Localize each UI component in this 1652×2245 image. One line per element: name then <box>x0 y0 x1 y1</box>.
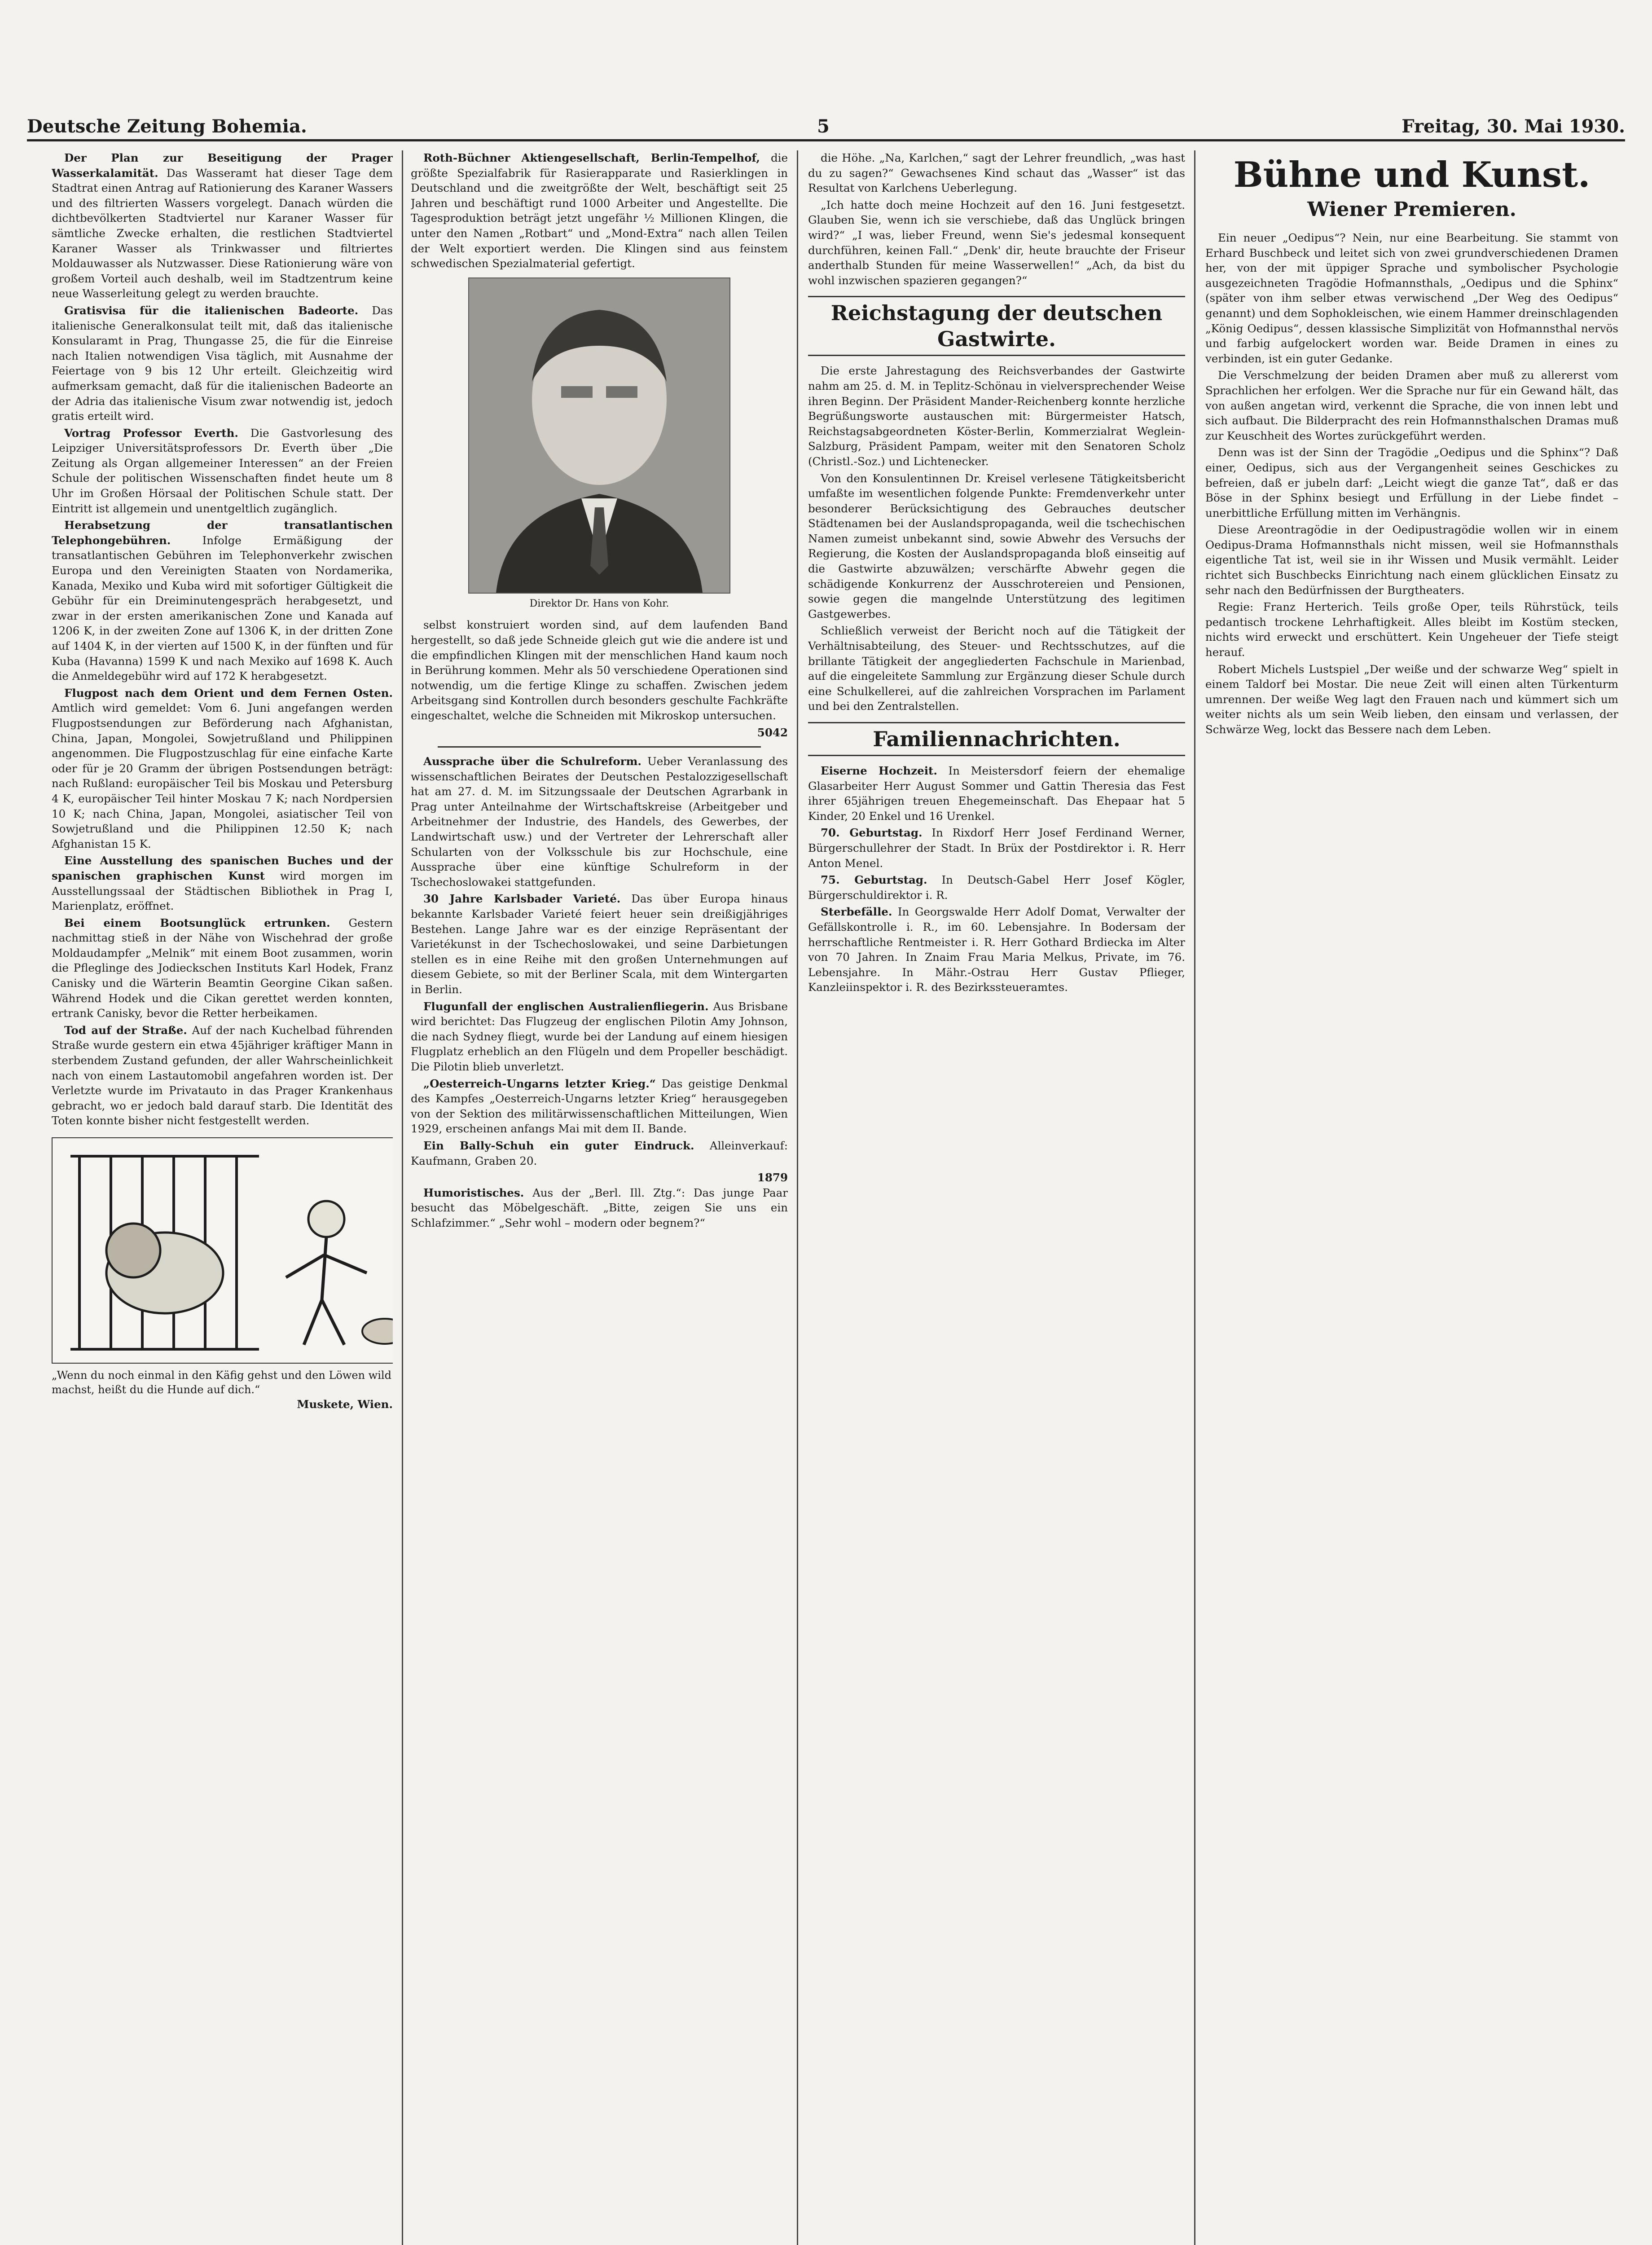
paragraph-keyword: 70. Geburtstag. <box>821 826 923 840</box>
paragraph <box>411 999 788 1074</box>
paragraph-text: Diese Areontragödie in der Oedipustragödie wollen wir in einem Oedipus-Drama Hofmannsthals nicht missen, weil sie Hofmannsthals eigentliche Tat ist, weil sie in ihr Wissen und Musik vermählt. Leider richtet sich Buschbecks Einrichtung nach einem glücklichen Einsatz zu sehr nach den Bedürfnissen der Burgtheaters. <box>1205 523 1618 597</box>
paragraph <box>808 825 1185 871</box>
paragraph-keyword: Tod auf der Straße. <box>64 1023 187 1037</box>
gastwirte-headline: Reichstagung der deutschen Gastwirte. <box>808 296 1185 356</box>
paragraph-text: Das italienische Generalkonsulat teilt mit, daß das italienische Konsularamt in Prag, Thungasse 25, die für die Einreise nach Italien notwendigen Visa täglich, mit Ausnahme der Feiertage von 9 bis 12 Uhr erteilt. Gleichzeitig wird aufmerksam gemacht, daß für die italienischen Badeorte an der Adria das italienische Visum zwar notwendig ist, jedoch gratis erteilt wird. <box>52 304 393 423</box>
issue-date: Freitag, 30. Mai 1930. <box>1402 116 1625 137</box>
paragraph-keyword: Bei einem Bootsunglück ertrunken. <box>64 916 330 929</box>
paragraph <box>52 916 393 1021</box>
cartoon-illustration <box>52 1137 393 1364</box>
paragraph <box>808 904 1185 995</box>
paragraph <box>52 1023 393 1128</box>
paragraph-text: „Ich hatte doch meine Hochzeit auf den 16. Juni festgesetzt. Glauben Sie, wenn ich sie verschiebe, daß das Unglück bringen wird?“ „I was, lieber Freund, wenn Sie's jedesmal konsequent durchführen, keinen Fall.“ „Denk' dir, heute brauchte der Friseur anderthalb Stunden für meine Wasserwellen!“ „Ach, da bist du wohl inzwischen spazieren gegangen?“ <box>808 198 1185 287</box>
paragraph <box>52 426 393 516</box>
paragraph-text: selbst konstruiert worden sind, auf dem laufenden Band hergestellt, so daß jede Schneide gleich gut wie die andere ist und die empfindlichen Klingen mit der menschlichen Hand kaum noch in Berührung kommen. Mehr als 50 verschiedene Operationen sind notwendig, um die fertige Klinge zu schaffen. Zwischen jedem Arbeitsgang sind Kontrollen durch besonders geschulte Fachkräfte eingeschaltet, welche die Schneiden mit Mikroskop untersuchen. <box>411 618 788 722</box>
paragraph-text: Aus Brisbane wird berichtet: Das Flugzeug der englischen Pilotin Amy Johnson, die nach Sydney fliegt, wurde bei der Landung auf einem hiesigen Flugplatz erheblich an den Flügeln und dem Propeller beschädigt. Die Pilotin blieb unverletzt. <box>411 999 788 1073</box>
lion-cage-cartoon <box>53 1138 393 1363</box>
paragraph <box>808 150 1185 196</box>
paragraph-text: wird morgen im Ausstellungssaal der Städtischen Bibliothek in Prag I, Marienplatz, eröffnet. <box>52 869 393 913</box>
paragraph <box>808 198 1185 288</box>
paragraph-keyword: Eine Ausstellung des spanischen Buches und der spanischen graphischen Kunst <box>52 854 393 882</box>
paragraph <box>808 872 1185 902</box>
paragraph-keyword: Ein Bally-Schuh ein guter Eindruck. <box>423 1139 694 1152</box>
ad-number: 5042 <box>757 726 788 739</box>
paragraph <box>411 150 788 271</box>
paragraph <box>808 471 1185 622</box>
company-article-cont <box>411 617 788 723</box>
family-headline: Familiennachrichten. <box>808 722 1185 756</box>
paragraph-text: In Deutsch-Gabel Herr Josef Kögler, Bürgerschuldirektor i. R. <box>808 873 1185 902</box>
column-1 <box>52 150 393 2245</box>
column-3 <box>808 150 1185 2245</box>
column-2 <box>411 150 788 2245</box>
newspaper-name: Deutsche Zeitung Bohemia. <box>27 116 307 137</box>
paragraph-text: In Meistersdorf feiern der ehemalige Glasarbeiter Herr August Sommer und Gattin Theresia das Fest ihrer 65jährigen treuen Ehegemeinschaft. Das Ehepaar hat 5 Kinder, 20 Enkel und 16 Urenkel. <box>808 764 1185 823</box>
photo-caption: Direktor Dr. Hans von Kohr. <box>529 598 669 609</box>
paragraph-text: die größte Spezialfabrik für Rasierapparate und Rasierklingen in Deutschland und die zweitgrößte der Welt, beschäftigt seit 25 Jahren und beschäftigt rund 1000 Arbeiter und Angestellte. Die Tagesproduktion beträgt jetzt ungefähr ½ Millionen Klingen, die unter den Namen „Rotbart“ und „Mond-Extra“ nach allen Teilen der Welt exportiert werden. Die Klingen sind aus feinstem schwedischen Spezialmaterial gefertigt. <box>411 151 788 270</box>
paragraph <box>1205 368 1618 443</box>
paragraph <box>808 363 1185 469</box>
section-subheadline: Wiener Premieren. <box>1307 198 1516 221</box>
paragraph-text: Ueber Veranlassung des wissenschaftlichen Beirates der Deutschen Pestalozzigesellschaft hat am 27. d. M. im Sitzungssaale der Deutschen Agrarbank in Prag unter Anteilnahme der Wirtschaftskreise (Arbeitgeber und Arbeitnehmer der Industrie, des Handels, des Gewerbes, der Landwirtschaft usw.) und der Vertreter der Lehrerschaft aller Schularten von der Volksschule bis zur Hochschule, eine Aussprache über eine künftige Schulreform in der Tschechoslowakei stattgefunden. <box>411 755 788 889</box>
ad-number-2: 1879 <box>757 1171 788 1184</box>
paragraph-keyword: Flugpost nach dem Orient und dem Fernen Osten. <box>64 686 393 700</box>
paragraph-text: Infolge Ermäßigung der transatlantischen Gebühren im Telephonverkehr zwischen Europa und den Vereinigten Staaten von Nordamerika, Kanada, Mexiko und Kuba wird mit sofortiger Gültigkeit die Gebühr für ein Dreiminutengespräch herabgesetzt, und zwar in der ersten amerikanischen Zone und Kanada auf 1206 K, in der zweiten Zone auf 1306 K, in der dritten Zone auf 1404 K, in der vierten auf 1500 K, in der fünften und für Kuba (Havanna) 1599 K und nach Mexiko auf 1698 K. Auch die Anmeldegebühr wird auf 172 K herabgesetzt. <box>52 533 393 683</box>
local-news <box>52 150 393 1128</box>
paragraph-keyword: Gratisvisa für die italienischen Badeorte. <box>64 304 359 317</box>
paragraph <box>52 853 393 913</box>
column-4 <box>1205 150 1618 2245</box>
paragraph <box>52 303 393 424</box>
paragraph-text: Die Gastvorlesung des Leipziger Universitätsprofessors Dr. Everth über „Die Zeitung als Organ allgemeiner Interessen“ an der Freien Schule der politischen Wissenschaften findet heute um 8 Uhr im Großen Hörsaal der Politischen Schule statt. Der Eintritt ist allgemein und unentgeltlich zugänglich. <box>52 426 393 515</box>
paragraph-keyword: Roth-Büchner Aktiengesellschaft, Berlin-Tempelhof, <box>423 151 760 164</box>
portrait-image <box>469 278 729 593</box>
paragraph-keyword: Herabsetzung der transatlantischen Telephongebühren. <box>52 519 393 547</box>
paragraph <box>411 1076 788 1136</box>
paragraph-text: Das geistige Denkmal des Kampfes „Oesterreich-Ungarns letzter Krieg“ herausgegeben von der Sektion des militärwissenschaftlichen Mitteilungen, Wien 1929, erscheinen anfangs Mai mit dem II. Bande. <box>411 1077 788 1136</box>
paragraph-keyword: Aussprache über die Schulreform. <box>423 755 641 768</box>
paragraph <box>411 891 788 997</box>
paragraph-keyword: Sterbefälle. <box>821 905 892 919</box>
paragraph-text: Regie: Franz Herterich. Teils große Oper, teils Rührstück, teils pedantisch trockene Lehrhaftigkeit. Alles bleibt im Kostüm stecken, nichts wird erweckt und erschüttert. Kein Ungeheuer der Tiefe steigt herauf. <box>1205 600 1618 659</box>
paragraph-text: In Rixdorf Herr Josef Ferdinand Werner, Bürgerschullehrer der Stadt. In Brüx der Postdirektor i. R. Herr Anton Menel. <box>808 826 1185 870</box>
paragraph <box>1205 230 1618 366</box>
paragraph-keyword: Eiserne Hochzeit. <box>821 764 937 777</box>
paragraph-text: Auf der nach Kuchelbad führenden Straße wurde gestern ein etwa 45jähriger kräftiger Mann in sterbendem Zustand gefunden, der aller Wahrscheinlichkeit nach von einem Lastautomobil angefahren worden ist. Der Verletzte wurde im Privatauto in das Prager Krankenhaus gebracht, wo er jedoch bald darauf starb. Die Identität des Toten konnte bisher nicht festgestellt werden. <box>52 1023 393 1127</box>
paragraph-text: Die Verschmelzung der beiden Dramen aber muß zu allererst vom Sprachlichen her erfolgen. Wer die Sprache nur für ein Gewand hält, das von außen angetan wird, verkennt die Sprache, die von innen lebt und sich aufbaut. Die Bilderpracht des rein Hofmannsthalschen Dramas muß zur Keuschheit des Wortes zurückgeführt werden. <box>1205 369 1618 442</box>
paragraph-keyword: Flugunfall der englischen Australienfliegerin. <box>423 999 709 1013</box>
paragraph-keyword: Vortrag Professor Everth. <box>64 426 238 440</box>
paragraph <box>808 763 1185 823</box>
paragraph-text: Denn was ist der Sinn der Tragödie „Oedipus und die Sphinx“? Daß einer, Oedipus, sich aus der Vergangenheit seines Geschickes zu befreien, daß er jubeln darf: „Leicht wiegt die ganze Tat“, daß er das Böse in der Sphinx besiegt und Erfüllung in der Liebe findet – unerbittliche Erfüllung mitten im Verhängnis. <box>1205 446 1618 519</box>
separator <box>438 746 761 748</box>
column-rule <box>1194 150 1195 2245</box>
paragraph-text: Schließlich verweist der Bericht noch auf die Tätigkeit der Verhältnisabteilung, des Steuer- und Rechtsschutzes, auf die brillante Tätigkeit der angegliederten Fachschule in Marienbad, auf die eingeleitete Sammlung zur Ergänzung dieser Schule durch eine Schulkellerei, auf die zahlreichen Vorsprachen im Parlament und bei den Zentralstellen. <box>808 624 1185 713</box>
paragraph-text: Das über Europa hinaus bekannte Karlsbader Varieté feiert heuer sein dreißigjähriges Bestehen. Lange Jahre war es der einzige Repräsentant der Varietékunst in der Tschechoslowakei, und seine Darbietungen stellen es in eine Reihe mit den großen Unternehmungen auf diesem Gebiete, so mit der Berliner Scala, mit dem Wintergarten in Berlin. <box>411 892 788 996</box>
paragraph-text: Ein neuer „Oedipus“? Nein, nur eine Bearbeitung. Sie stammt von Erhard Buschbeck und leitet sich von zwei grundverschiedenen Dramen her, von der mit üppiger Sprache und symbolischer Psychologie ausgezeichneten Tragödie Hofmannsthals, „Oedipus und die Sphinx“ (später von ihm selber etwas verwischend „Der Weg des Oedipus“ genannt) und dem Sophokleischen, wie einem Hammer dreinschlagenden „König Oedipus“, dessen klassische Simplizität von Hofmannsthal nervös und farbig aufgelockert worden war. Beide Dramen in eines zu verbinden, ist ein guter Gedanke. <box>1205 231 1618 365</box>
misc-articles <box>411 754 788 1168</box>
paragraph <box>52 518 393 684</box>
gastwirte-article <box>808 363 1185 714</box>
paragraph <box>808 623 1185 714</box>
paragraph <box>1205 445 1618 520</box>
paragraph <box>52 150 393 301</box>
humor-cont <box>808 150 1185 288</box>
column-rule <box>797 150 798 2245</box>
paragraph-text: In Georgswalde Herr Adolf Domat, Verwalter der Gefällskontrolle i. R., im 60. Lebensjahre. In Bodersam der herrschaftliche Rentmeister i. R. Herr Gothard Brdiecka im Alter von 70 Jahren. In Znaim Frau Maria Melkus, Private, im 76. Lebensjahre. In Mähr.-Ostrau Herr Gustav Pflieger, Kanzleiinspektor i. R. des Bezirkssteueramtes. <box>808 905 1185 994</box>
paragraph-text: die Höhe. „Na, Karlchen,“ sagt der Lehrer freundlich, „was hast du zu sagen?“ Gewachsenes Kind schaut das „Wasser“ ist das Resultat von Karlchens Ueberlegung. <box>808 151 1185 195</box>
portrait-photo <box>468 277 730 594</box>
paragraph-keyword: 75. Geburtstag. <box>821 873 927 887</box>
paragraph-text: Die erste Jahrestagung des Reichsverbandes der Gastwirte nahm am 25. d. M. in Teplitz-Schönau in vielversprechender Weise ihren Beginn. Der Präsident Mander-Reichenberg konnte herzliche Begrüßungsworte austauschen mit: Bürgermeister Hatsch, Reichstagsabgeordneten Köster-Berlin, Kommerzialrat Weglein-Salzburg, Präsident Pampam, weiter mit den Senatoren Scholz (Christl.-Soz.) und Lichtenecker. <box>808 364 1185 468</box>
paragraph <box>52 686 393 852</box>
masthead <box>27 112 1625 141</box>
column-rule <box>402 150 403 2245</box>
theatre-review <box>1205 230 1618 737</box>
section-headline: Bühne und Kunst. <box>1233 154 1590 195</box>
paragraph <box>411 617 788 723</box>
page-number: 5 <box>817 116 830 137</box>
paragraph-keyword: „Oesterreich-Ungarns letzter Krieg.“ <box>423 1077 656 1090</box>
paragraph-keyword: 30 Jahre Karlsbader Varieté. <box>423 892 621 906</box>
paragraph-keyword: Der Plan zur Beseitigung der Prager Wasserkalamität. <box>52 151 393 180</box>
paragraph-text: Robert Michels Lustspiel „Der weiße und der schwarze Weg“ spielt in einem Taldorf bei Mostar. Die neue Zeit will einen alten Türkenturm umrennen. Der weiße Weg lagt den Frauen nach und kümmert sich um weiter nichts als um sein Weib lieben, den einsam und verlassen, der Schwärze Weg, lockt das Bessere nach dem Leben. <box>1205 662 1618 736</box>
paragraph <box>411 754 788 889</box>
cartoon-caption: „Wenn du noch einmal in den Käfig gehst und den Löwen wild machst, heißt du die Hunde auf dich.“ <box>52 1369 391 1396</box>
paragraph-text: Das Wasseramt hat dieser Tage dem Stadtrat einen Antrag auf Rationierung des Karaner Wassers und des filtrierten Wassers vorgelegt. Danach würden die dichtbevölkerten Stadtviertel nur Karaner Wasser für sämtliche Zwecke erhalten, die restlichen Stadtviertel Karaner Wasser als Trinkwasser und filtriertes Moldauwasser als Nutzwasser. Diese Rationierung wäre von großem Vorteil auch deshalb, weil im Stadtzentrum keine neue Wasserleitung gelegt zu werden brauchte. <box>52 166 393 300</box>
paragraph <box>1205 599 1618 660</box>
paragraph-text: Alleinverkauf: Kaufmann, Graben 20. <box>411 1139 788 1167</box>
paragraph <box>1205 662 1618 737</box>
paragraph-text: Von den Konsulentinnen Dr. Kreisel verlesene Tätigkeitsbericht umfaßte im wesentlichen folgende Punkte: Fremdenverkehr unter besonderer Berücksichtigung des Gebrauches deutscher Städtenamen bei der Auslandspropaganda, weil die tschechischen Namen zumeist unbekannt sind, sowie Abwehr des Versuchs der Regierung, die Kosten der Auslandspropaganda bloß einseitig auf die Gastwirte abzuwälzen; verschärfte Abwehr gegen die schädigende Konkurrenz der Ausschrotereien und Pensionen, sowie gegen die mangelnde Unterstützung des legitimen Gastgewerbes. <box>808 471 1185 621</box>
family-news <box>808 763 1185 995</box>
cartoon-credit: Muskete, Wien. <box>297 1398 393 1411</box>
humor-paragraph: Humoristisches. Aus der „Berl. Ill. Ztg.“: Das junge Paar besucht das Möbelgeschäft. „Bitte, zeigen Sie uns ein Schlafzimmer.“ „Sehr wohl – modern oder begnem?“ <box>411 1186 788 1229</box>
company-article <box>411 150 788 271</box>
paragraph <box>1205 522 1618 598</box>
paragraph-text: Gestern nachmittag stieß in der Nähe von Wischehrad der große Moldaudampfer „Melnik“ mit einem Boot zusammen, worin die Pfleglinge des Jodieckschen Instituts Karl Hodek, Franz Canisky und die Wärterin Beamtin Georgine Cikan saßen. Während Hodek und die Cikan gerettet werden konnten, ertrank Canisky, bevor die Retter herbeikamen. <box>52 916 393 1020</box>
paragraph-text: Amtlich wird gemeldet: Vom 6. Juni angefangen werden Flugpostsendungen zur Beförderung nach Afghanistan, China, Japan, Mongolei, Sowjetrußland und Philippinen angenommen. Die Flugpostzuschlag für eine einfache Karte oder für je 20 Gramm der übrigen Postsendungen beträgt: nach Rußland: europäischer Teil bis Moskau und Petersburg 4 K, europäischer Teil hinter Moskau 7 K; nach Nordpersien 10 K; nach China, Japan, Mongolei, asiatischer Teil von Sowjetrußland und die Philippinen 12.50 K; nach Afghanistan 15 K. <box>52 701 393 850</box>
paragraph <box>411 1138 788 1168</box>
